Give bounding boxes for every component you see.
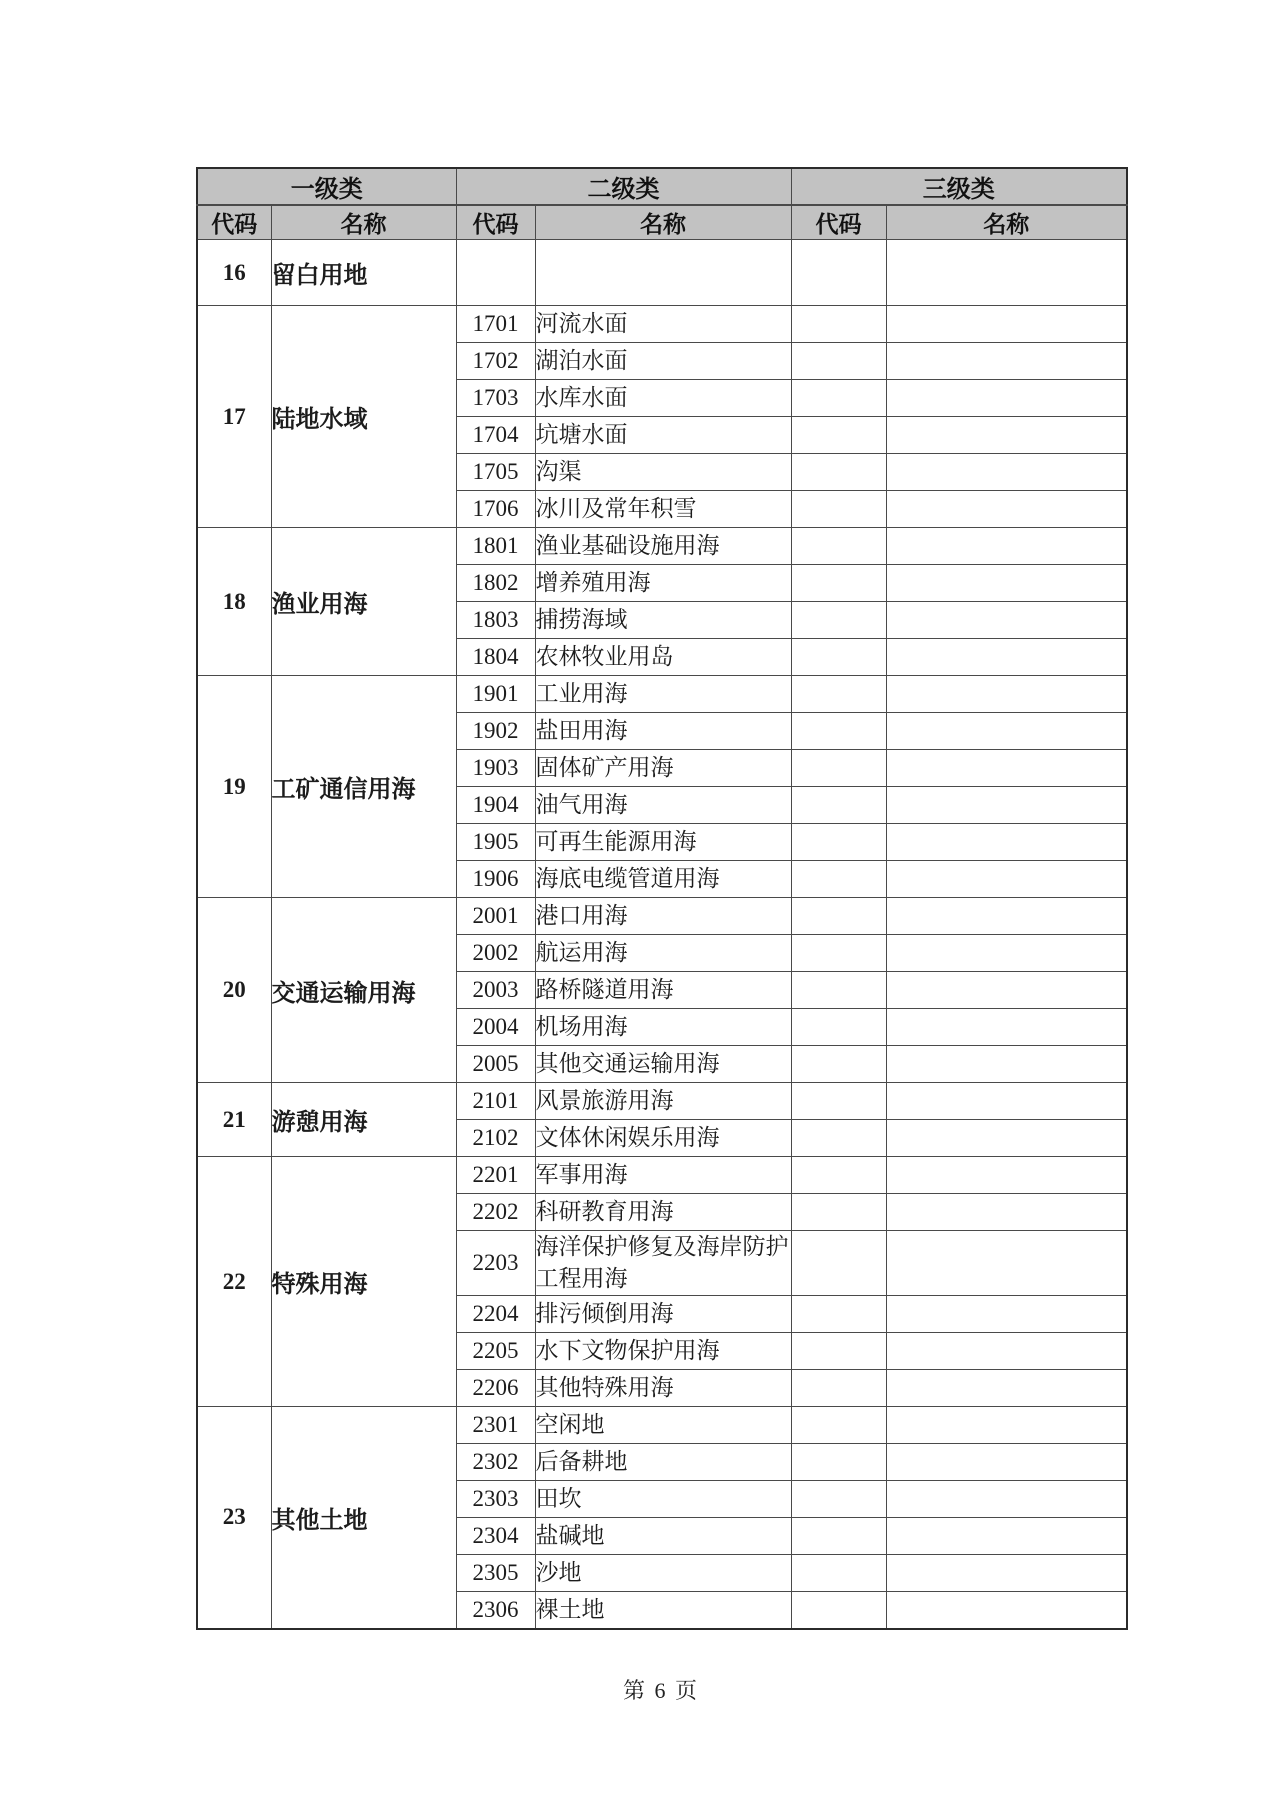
l2-code-cell xyxy=(456,240,535,306)
l3-name-cell xyxy=(886,787,1127,824)
l3-code-cell xyxy=(791,1555,886,1592)
l3-code-cell xyxy=(791,1083,886,1120)
l1-code-cell: 19 xyxy=(197,676,271,898)
l1-code-cell: 16 xyxy=(197,240,271,306)
header-l3-name: 名称 xyxy=(886,205,1127,240)
l2-code-cell: 2202 xyxy=(456,1194,535,1231)
l3-name-cell xyxy=(886,417,1127,454)
l3-code-cell xyxy=(791,491,886,528)
header-l1-name: 名称 xyxy=(271,205,456,240)
l2-code-cell: 2302 xyxy=(456,1444,535,1481)
header-l2-code: 代码 xyxy=(456,205,535,240)
l3-code-cell xyxy=(791,1009,886,1046)
l3-code-cell xyxy=(791,1120,886,1157)
l3-code-cell xyxy=(791,1157,886,1194)
table-row xyxy=(197,1157,1127,1194)
l3-code-cell xyxy=(791,676,886,713)
l2-name-cell: 海底电缆管道用海 xyxy=(535,861,791,898)
l3-code-cell xyxy=(791,1194,886,1231)
l2-code-cell: 2206 xyxy=(456,1370,535,1407)
l1-name-cell: 工矿通信用海 xyxy=(271,676,456,898)
l2-code-cell: 1904 xyxy=(456,787,535,824)
l3-name-cell xyxy=(886,861,1127,898)
table-row xyxy=(197,306,1127,343)
l3-name-cell xyxy=(886,1046,1127,1083)
l2-code-cell: 2002 xyxy=(456,935,535,972)
l3-name-cell xyxy=(886,454,1127,491)
l3-name-cell xyxy=(886,898,1127,935)
l2-name-cell: 田坎 xyxy=(535,1481,791,1518)
l2-name-cell: 油气用海 xyxy=(535,787,791,824)
l2-code-cell: 1905 xyxy=(456,824,535,861)
l2-code-cell: 2005 xyxy=(456,1046,535,1083)
l2-code-cell: 2004 xyxy=(456,1009,535,1046)
l3-code-cell xyxy=(791,1481,886,1518)
l3-code-cell xyxy=(791,898,886,935)
l2-name-cell: 港口用海 xyxy=(535,898,791,935)
table-row xyxy=(197,898,1127,935)
l2-code-cell: 2101 xyxy=(456,1083,535,1120)
l3-code-cell xyxy=(791,713,886,750)
l3-name-cell xyxy=(886,1120,1127,1157)
l3-name-cell xyxy=(886,1157,1127,1194)
l2-code-cell: 2304 xyxy=(456,1518,535,1555)
l1-code-cell: 22 xyxy=(197,1157,271,1407)
l3-code-cell xyxy=(791,240,886,306)
l2-name-cell: 文体休闲娱乐用海 xyxy=(535,1120,791,1157)
l2-name-cell: 工业用海 xyxy=(535,676,791,713)
classification-table xyxy=(196,167,1128,1630)
l2-name-cell: 盐田用海 xyxy=(535,713,791,750)
l3-code-cell xyxy=(791,1592,886,1629)
l3-code-cell xyxy=(791,750,886,787)
l3-name-cell xyxy=(886,343,1127,380)
header-level2: 二级类 xyxy=(456,168,791,205)
l1-name-cell: 特殊用海 xyxy=(271,1157,456,1407)
table-row xyxy=(197,1407,1127,1444)
l3-name-cell xyxy=(886,676,1127,713)
l2-name-cell xyxy=(535,240,791,306)
l2-code-cell: 2204 xyxy=(456,1296,535,1333)
l2-name-cell: 固体矿产用海 xyxy=(535,750,791,787)
l2-name-cell: 捕捞海域 xyxy=(535,602,791,639)
l2-code-cell: 2001 xyxy=(456,898,535,935)
l2-code-cell: 1702 xyxy=(456,343,535,380)
header-level1: 一级类 xyxy=(197,168,456,205)
l2-name-cell: 风景旅游用海 xyxy=(535,1083,791,1120)
l3-code-cell xyxy=(791,787,886,824)
l3-code-cell xyxy=(791,1407,886,1444)
l2-code-cell: 1701 xyxy=(456,306,535,343)
l2-name-cell: 可再生能源用海 xyxy=(535,824,791,861)
l2-code-cell: 1903 xyxy=(456,750,535,787)
l2-code-cell: 2301 xyxy=(456,1407,535,1444)
l3-name-cell xyxy=(886,306,1127,343)
l2-name-cell: 排污倾倒用海 xyxy=(535,1296,791,1333)
l2-name-cell: 增养殖用海 xyxy=(535,565,791,602)
l3-code-cell xyxy=(791,602,886,639)
l2-code-cell: 1902 xyxy=(456,713,535,750)
l2-name-cell: 盐碱地 xyxy=(535,1518,791,1555)
l3-code-cell xyxy=(791,306,886,343)
l3-name-cell xyxy=(886,528,1127,565)
l3-name-cell xyxy=(886,972,1127,1009)
l3-code-cell xyxy=(791,380,886,417)
l1-code-cell: 23 xyxy=(197,1407,271,1629)
l3-name-cell xyxy=(886,1333,1127,1370)
l2-code-cell: 1802 xyxy=(456,565,535,602)
l2-code-cell: 1804 xyxy=(456,639,535,676)
page-number: 第 6 页 xyxy=(622,1678,699,1703)
l2-code-cell: 2306 xyxy=(456,1592,535,1629)
l1-name-cell: 留白用地 xyxy=(271,240,456,306)
l3-name-cell xyxy=(886,750,1127,787)
l3-code-cell xyxy=(791,861,886,898)
l3-code-cell xyxy=(791,528,886,565)
l2-code-cell: 1704 xyxy=(456,417,535,454)
l3-name-cell xyxy=(886,565,1127,602)
l3-name-cell xyxy=(886,1407,1127,1444)
l2-code-cell: 1803 xyxy=(456,602,535,639)
header-l1-code: 代码 xyxy=(197,205,271,240)
l3-code-cell xyxy=(791,1296,886,1333)
table-header-row-columns xyxy=(197,205,1127,240)
l2-name-cell: 路桥隧道用海 xyxy=(535,972,791,1009)
l3-code-cell xyxy=(791,1518,886,1555)
l2-code-cell: 1706 xyxy=(456,491,535,528)
l2-code-cell: 2201 xyxy=(456,1157,535,1194)
l2-code-cell: 1901 xyxy=(456,676,535,713)
header-l2-name: 名称 xyxy=(535,205,791,240)
l3-name-cell xyxy=(886,1194,1127,1231)
l2-code-cell: 2305 xyxy=(456,1555,535,1592)
l2-code-cell: 1705 xyxy=(456,454,535,491)
l1-name-cell: 游憩用海 xyxy=(271,1083,456,1157)
l3-name-cell xyxy=(886,491,1127,528)
l3-name-cell xyxy=(886,1296,1127,1333)
l2-name-cell: 裸土地 xyxy=(535,1592,791,1629)
table-row xyxy=(197,676,1127,713)
l2-name-cell: 农林牧业用岛 xyxy=(535,639,791,676)
l3-name-cell xyxy=(886,380,1127,417)
l3-name-cell xyxy=(886,1231,1127,1296)
l3-name-cell xyxy=(886,1481,1127,1518)
table-header-row-levels xyxy=(197,168,1127,205)
l2-name-cell: 军事用海 xyxy=(535,1157,791,1194)
l3-code-cell xyxy=(791,972,886,1009)
l3-name-cell xyxy=(886,824,1127,861)
table-row xyxy=(197,1083,1127,1120)
table-row xyxy=(197,240,1127,306)
l2-code-cell: 2203 xyxy=(456,1231,535,1296)
l3-name-cell xyxy=(886,1555,1127,1592)
l2-name-cell: 河流水面 xyxy=(535,306,791,343)
l3-code-cell xyxy=(791,343,886,380)
l2-name-cell: 其他特殊用海 xyxy=(535,1370,791,1407)
l3-name-cell xyxy=(886,1370,1127,1407)
l2-name-cell: 科研教育用海 xyxy=(535,1194,791,1231)
l2-name-cell: 坑塘水面 xyxy=(535,417,791,454)
l1-code-cell: 18 xyxy=(197,528,271,676)
table-row xyxy=(197,528,1127,565)
l2-name-cell: 水下文物保护用海 xyxy=(535,1333,791,1370)
l3-code-cell xyxy=(791,1444,886,1481)
l2-code-cell: 2205 xyxy=(456,1333,535,1370)
l3-name-cell xyxy=(886,1444,1127,1481)
l3-code-cell xyxy=(791,639,886,676)
l2-code-cell: 2303 xyxy=(456,1481,535,1518)
l3-code-cell xyxy=(791,1231,886,1296)
l2-code-cell: 1906 xyxy=(456,861,535,898)
l3-code-cell xyxy=(791,824,886,861)
l2-name-cell: 其他交通运输用海 xyxy=(535,1046,791,1083)
l1-code-cell: 20 xyxy=(197,898,271,1083)
l1-name-cell: 其他土地 xyxy=(271,1407,456,1629)
l3-code-cell xyxy=(791,565,886,602)
l3-name-cell xyxy=(886,713,1127,750)
l2-name-cell: 沙地 xyxy=(535,1555,791,1592)
l1-name-cell: 渔业用海 xyxy=(271,528,456,676)
l2-code-cell: 2003 xyxy=(456,972,535,1009)
header-l3-code: 代码 xyxy=(791,205,886,240)
l3-code-cell xyxy=(791,935,886,972)
l2-name-cell: 冰川及常年积雪 xyxy=(535,491,791,528)
l1-code-cell: 17 xyxy=(197,306,271,528)
l1-name-cell: 陆地水域 xyxy=(271,306,456,528)
l3-name-cell xyxy=(886,240,1127,306)
l2-name-cell: 海洋保护修复及海岸防护工程用海 xyxy=(535,1231,791,1296)
l3-name-cell xyxy=(886,935,1127,972)
l2-code-cell: 1801 xyxy=(456,528,535,565)
l3-name-cell xyxy=(886,1083,1127,1120)
l2-name-cell: 航运用海 xyxy=(535,935,791,972)
l1-name-cell: 交通运输用海 xyxy=(271,898,456,1083)
l3-code-cell xyxy=(791,454,886,491)
l2-name-cell: 空闲地 xyxy=(535,1407,791,1444)
l3-code-cell xyxy=(791,1333,886,1370)
l2-name-cell: 水库水面 xyxy=(535,380,791,417)
header-level3: 三级类 xyxy=(791,168,1127,205)
l2-name-cell: 机场用海 xyxy=(535,1009,791,1046)
l3-name-cell xyxy=(886,1009,1127,1046)
l3-name-cell xyxy=(886,602,1127,639)
l2-code-cell: 1703 xyxy=(456,380,535,417)
l3-code-cell xyxy=(791,1370,886,1407)
l3-code-cell xyxy=(791,417,886,454)
l2-name-cell: 湖泊水面 xyxy=(535,343,791,380)
l3-name-cell xyxy=(886,1592,1127,1629)
l3-name-cell xyxy=(886,1518,1127,1555)
l2-code-cell: 2102 xyxy=(456,1120,535,1157)
l2-name-cell: 后备耕地 xyxy=(535,1444,791,1481)
l1-code-cell: 21 xyxy=(197,1083,271,1157)
l3-code-cell xyxy=(791,1046,886,1083)
l3-name-cell xyxy=(886,639,1127,676)
l2-name-cell: 渔业基础设施用海 xyxy=(535,528,791,565)
l2-name-cell: 沟渠 xyxy=(535,454,791,491)
